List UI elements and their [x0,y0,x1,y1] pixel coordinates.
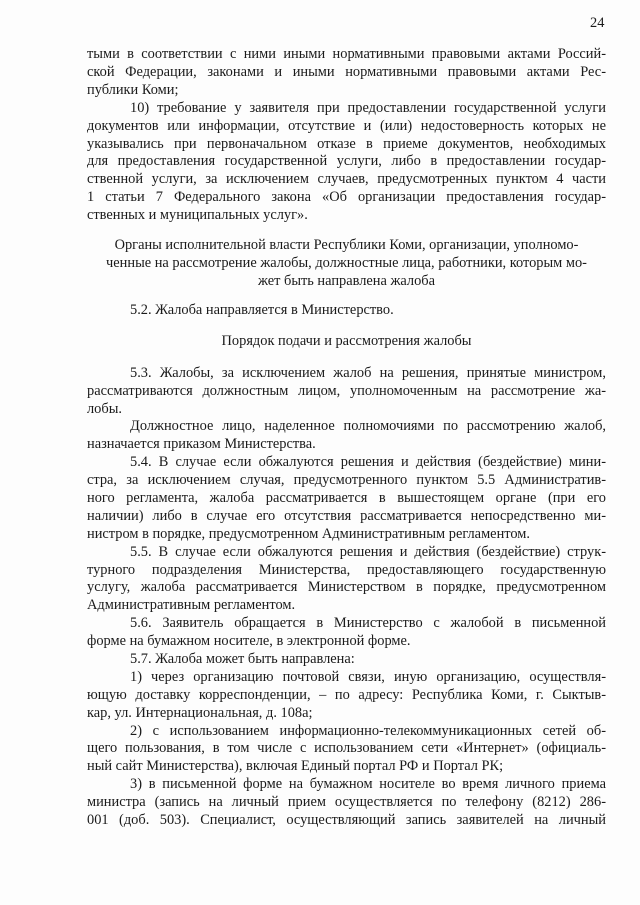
text-line: Административным регламентом. [87,597,296,614]
text-line: ской Федерации, законами и иными нормативными правовыми актами Рес- [87,63,606,80]
text-line: рассматриваются должностным лицом, уполномоченным на рассмотрение жа- [87,382,606,399]
section-heading: Порядок подачи и рассмотрения жалобы [221,333,472,350]
text-line: Должностное лицо, наделенное полномочиями по рассмотрению жалоб, [130,418,606,435]
text-line: 5.5. В случае если обжалуются решения и действия (бездействие) струк- [130,543,606,560]
text-line: публики Коми; [87,81,179,98]
list-item-line: 001 (доб. 503). Специалист, осуществляющий запись заявителей на личный [87,812,606,828]
list-item-line: ющую доставку корреспонденции, – по адресу: Республика Коми, г. Сыктыв- [87,686,606,703]
text-line: наличии) либо в случае его отсутствия рассматривается непосредственно ми- [87,507,606,524]
text-line: 5.4. В случае если обжалуются решения и действия (бездействие) мини- [130,454,606,471]
text-line: 5.3. Жалобы, за исключением жалоб на решения, принятые министром, [130,364,606,381]
text-line: услугу, жалоба рассматривается Министерством в порядке, предусмотренном [87,579,606,596]
section-heading: Органы исполнительной власти Республики Коми, организации, уполномо- [114,236,579,253]
section-heading: жет быть направлена жалоба [257,272,436,289]
text-line: для предоставления государственной услуги, либо в предоставлении государ- [87,153,606,170]
text-line: ственных и муниципальных услуг». [87,207,308,223]
list-item-line: 3) в письменной форме на бумажном носителе во время личного приема [130,776,606,793]
page-number: 24 [590,15,605,31]
list-item-line: министра (запись на личный прием осуществляется по телефону (8212) 286- [87,794,606,811]
list-item-line: ный сайт Министерства), включая Единый портал РФ и Портал РК; [87,758,504,775]
text-line: указывались при первоначальном отказе в приеме документов, необходимых [87,135,606,152]
text-line: нистром в порядке, предусмотренном Административным регламентом. [87,525,530,542]
list-item-line: щего пользования, в том числе с использованием сети «Интернет» (официаль- [87,740,606,757]
text-line: 5.2. Жалоба направляется в Министерство. [130,301,394,318]
text-line: стра, за исключением случая, предусмотренного пунктом 5.5 Административ- [87,472,606,488]
list-item-line: кар, ул. Интернациональная, д. 108а; [87,704,313,721]
section-heading: ченные на рассмотрение жалобы, должностные лица, работники, которым мо- [106,254,587,271]
text-line: назначается приказом Министерства. [87,436,316,453]
list-item-line: 2) с использованием информационно-телекоммуникационных сетей об- [130,722,606,739]
text-line: 5.7. Жалоба может быть направлена: [130,651,355,667]
text-line: документов или информации, отсутствие и (или) недостоверность которых не [87,117,606,134]
text-line: тыми в соответствии с ними иными нормативными правовыми актами Россий- [87,46,606,62]
text-line: лобы. [87,400,122,417]
text-line: ного регламента, жалоба рассматривается в вышестоящем органе (при его [87,489,606,506]
text-line: 10) требование у заявителя при предоставлении государственной услуги [130,99,606,116]
text-line: турного подразделения Министерства, предоставляющего государственную [87,561,606,578]
text-line: ственной услуги, за исключением случаев, предусмотренных пунктом 4 части [87,171,606,188]
text-line: 5.6. Заявитель обращается в Министерство с жалобой в письменной [130,615,606,632]
text-line: форме на бумажном носителе, в электронной форме. [87,633,411,650]
text-line: 1 статьи 7 Федерального закона «Об организации предоставления государ- [87,189,606,206]
list-item-line: 1) через организацию почтовой связи, иную организацию, осуществля- [130,668,606,685]
